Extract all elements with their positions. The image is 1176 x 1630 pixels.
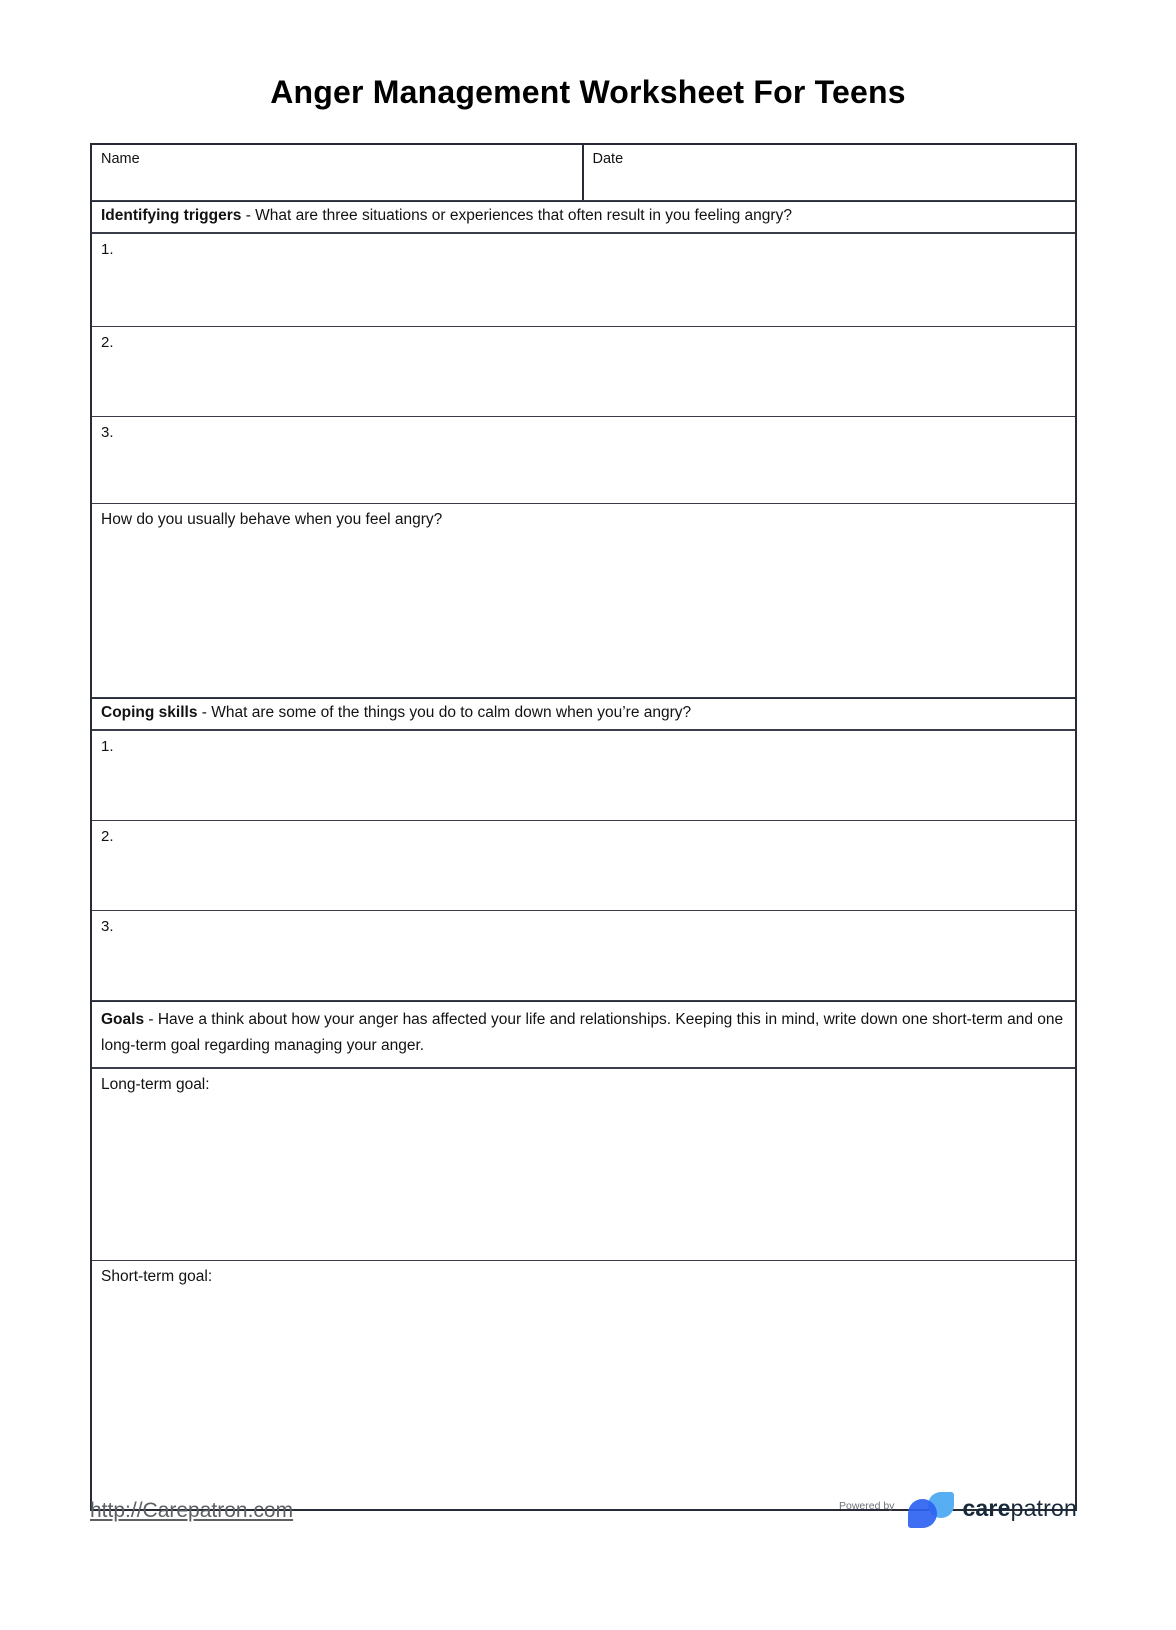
- trigger-item-2-number: 2.: [101, 333, 114, 351]
- behavior-question-input-area[interactable]: [92, 504, 1075, 698]
- trigger-item-2-input-area[interactable]: [92, 327, 1075, 417]
- goals-prompt: - Have a think about how your anger has affected your life and relationships. Keeping this in mind, write down one short-term and one long-term goal regarding managing your anger.: [101, 1010, 1064, 1055]
- trigger-item-3-input-area[interactable]: [92, 417, 1075, 504]
- short-term-goal-label: Short-term goal:: [101, 1267, 213, 1285]
- brand-care-text: care: [962, 1494, 1011, 1521]
- date-field[interactable]: [584, 145, 1076, 200]
- trigger-item-1-number: 1.: [101, 240, 114, 258]
- coping-item-1-number: 1.: [101, 737, 114, 755]
- name-field-label: Name: [101, 151, 140, 167]
- long-term-goal-input-area[interactable]: [92, 1069, 1075, 1261]
- identifying-triggers-heading: Identifying triggers: [101, 207, 242, 224]
- powered-by-label: Powered by: [838, 1500, 895, 1512]
- coping-item-3-number: 3.: [101, 917, 114, 935]
- page-title: Anger Management Worksheet For Teens: [270, 74, 906, 110]
- name-date-row: [92, 145, 1075, 201]
- carepatron-logo-icon: [908, 1492, 954, 1528]
- trigger-item-3-number: 3.: [101, 423, 114, 441]
- behavior-question-label: How do you usually behave when you feel angry?: [101, 510, 443, 528]
- identifying-triggers-prompt: - What are three situations or experiences that often result in you feeling angry?: [245, 207, 792, 224]
- coping-skills-heading: Coping skills: [101, 703, 198, 721]
- identifying-triggers-header: [92, 201, 1075, 234]
- carepatron-link[interactable]: http://Carepatron.com: [90, 1499, 294, 1522]
- long-term-goal-label: Long-term goal:: [101, 1075, 210, 1093]
- powered-by-brandbar: [839, 1492, 1077, 1528]
- coping-skills-prompt: - What are some of the things you do to calm down when you’re angry?: [201, 703, 692, 721]
- coping-skills-header: [92, 698, 1075, 731]
- goals-header: [92, 1001, 1075, 1069]
- logo-bubble-dark-icon: [908, 1499, 937, 1528]
- coping-item-2-number: 2.: [101, 827, 114, 845]
- short-term-goal-input-area[interactable]: [92, 1261, 1075, 1509]
- brand-patron-text: patron: [1010, 1494, 1077, 1521]
- name-field[interactable]: [92, 145, 584, 200]
- date-field-label: Date: [592, 151, 624, 167]
- coping-item-2-input-area[interactable]: [92, 821, 1075, 911]
- carepatron-wordmark: [962, 1495, 1077, 1522]
- worksheet-form-table: [90, 143, 1077, 1511]
- coping-item-3-input-area[interactable]: [92, 911, 1075, 1001]
- coping-item-1-input-area[interactable]: [92, 731, 1075, 821]
- trigger-item-1-input-area[interactable]: [92, 234, 1075, 327]
- goals-heading: Goals: [101, 1010, 145, 1028]
